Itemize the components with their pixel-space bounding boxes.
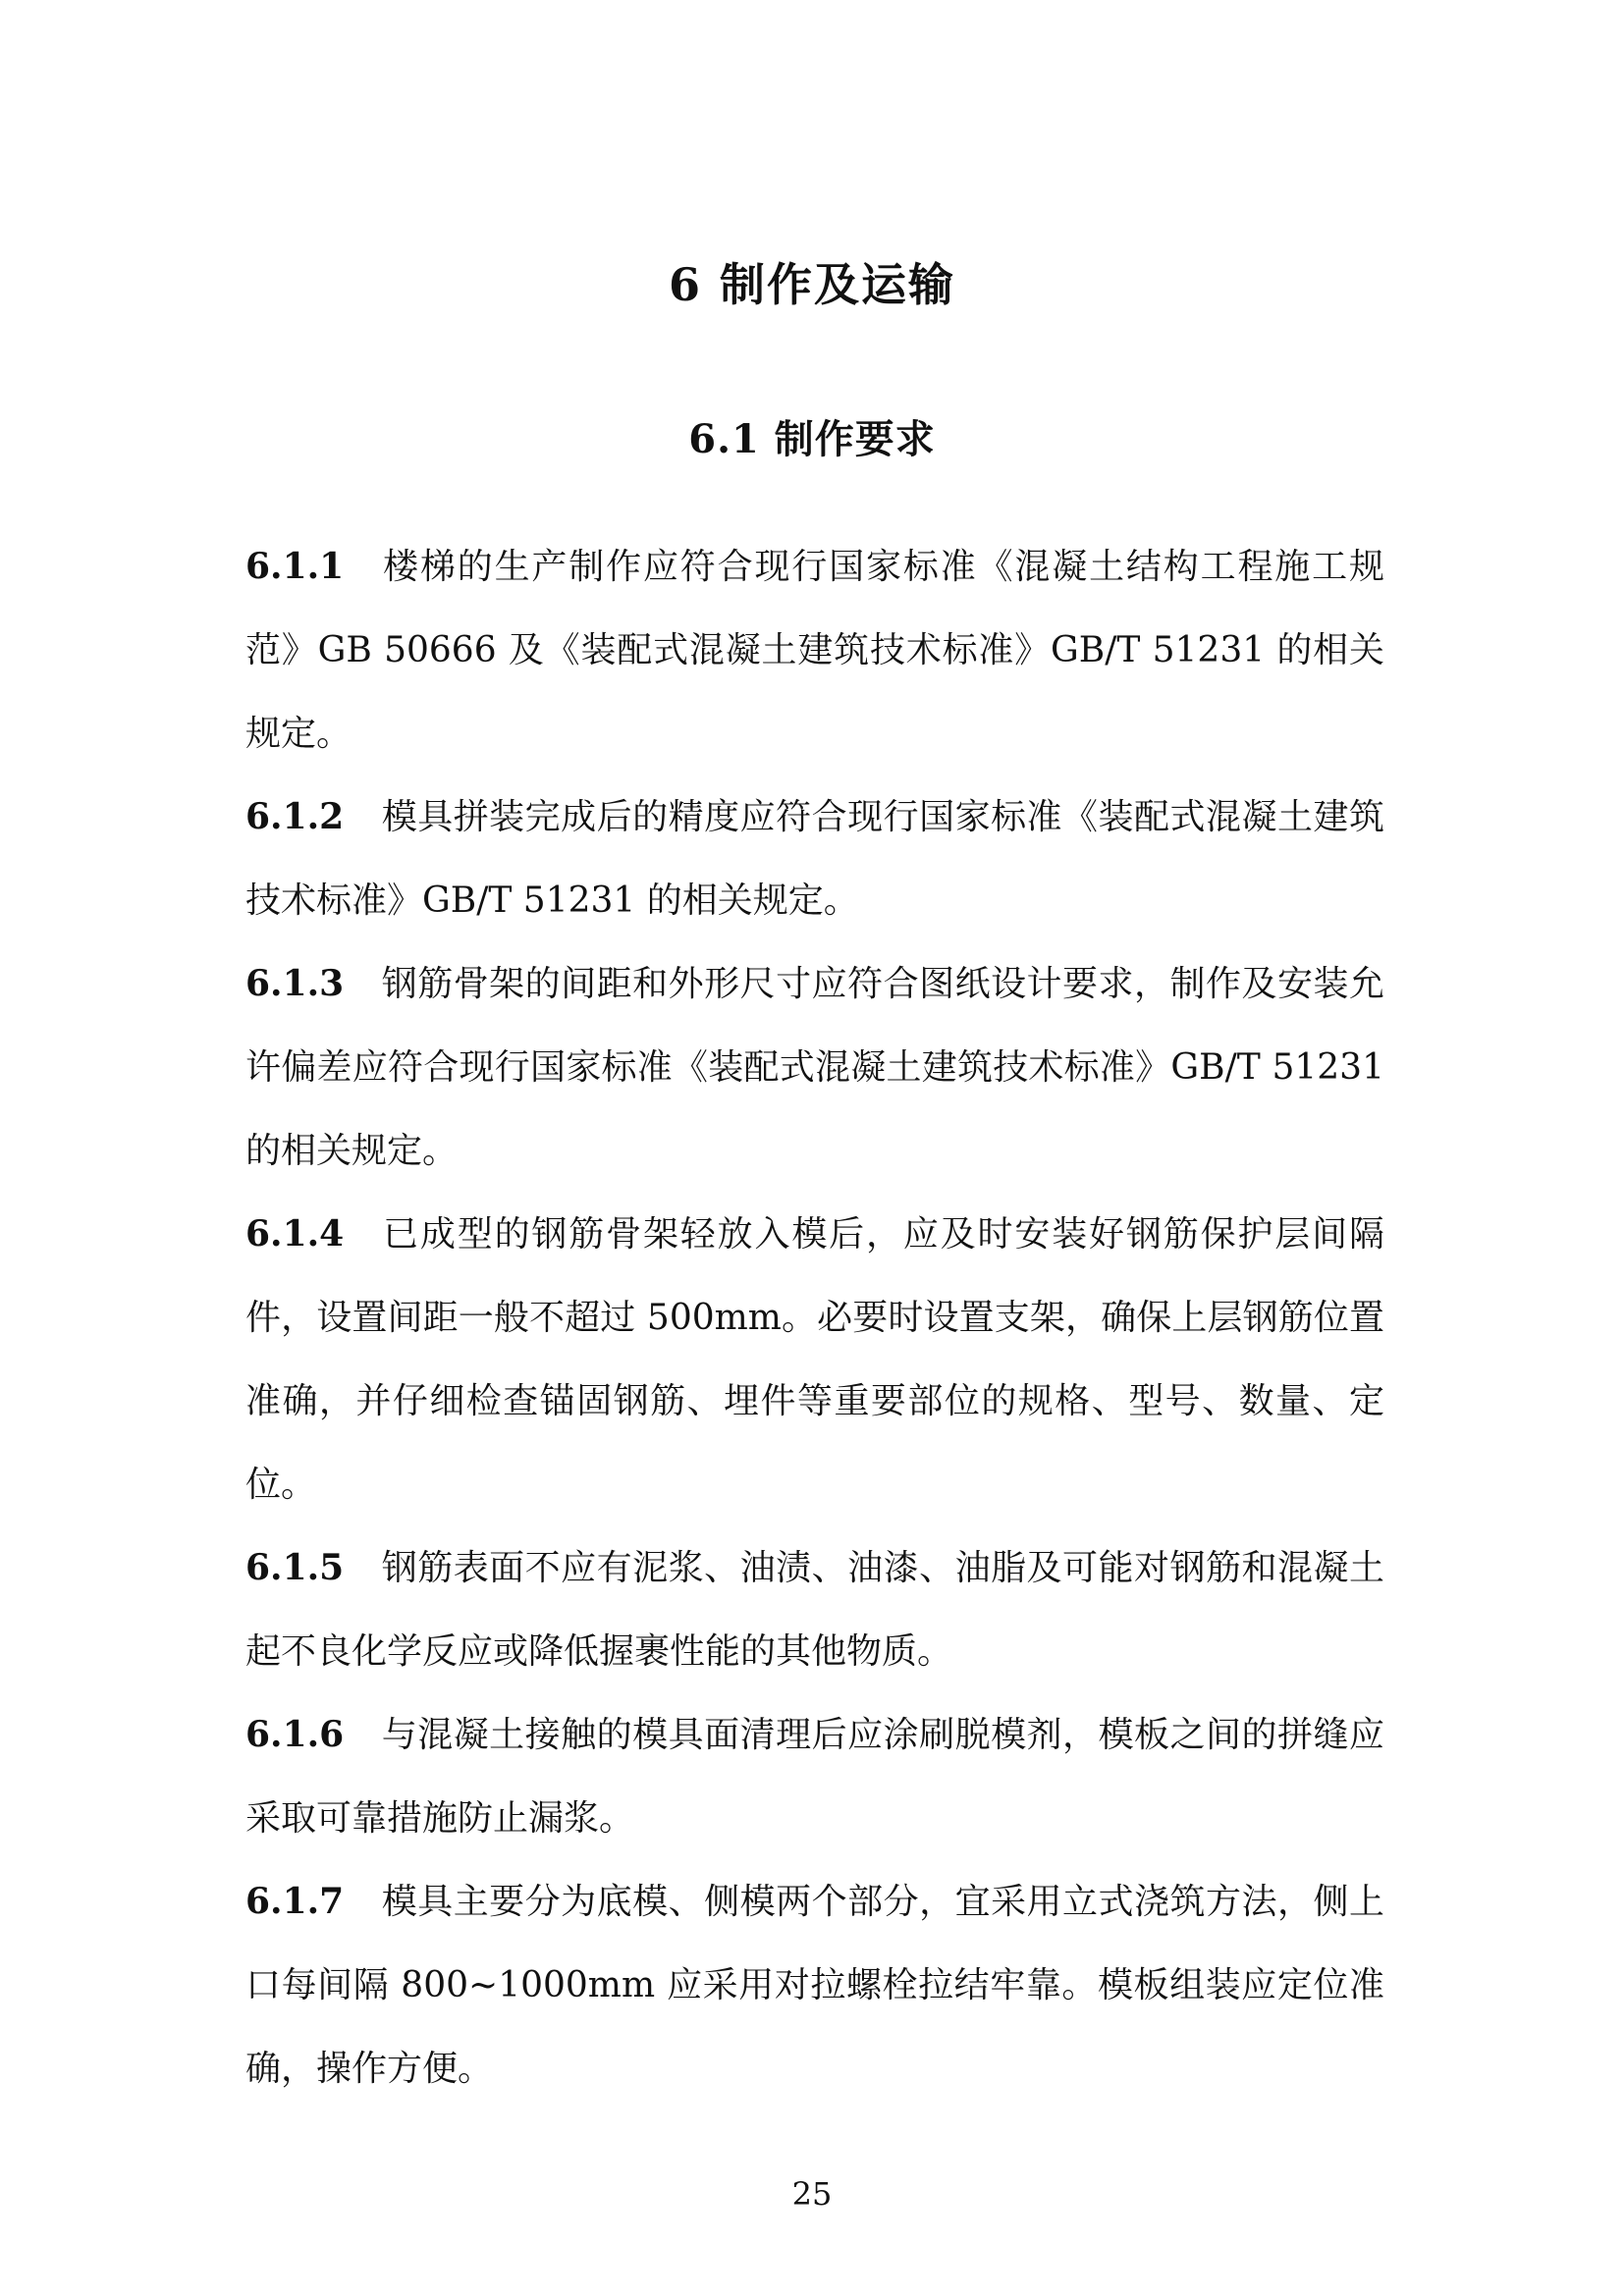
clause-number: 6.1.7 — [245, 1881, 345, 1922]
clause-text: 模具拼装完成后的精度应符合现行国家标准《装配式混凝土建筑技术标准》GB/T 51231 的相关规定。 — [245, 797, 1384, 921]
clause-number: 6.1.4 — [245, 1213, 345, 1255]
clause-number: 6.1.6 — [245, 1714, 345, 1755]
clause-text: 已成型的钢筋骨架轻放入模后，应及时安装好钢筋保护层间隔件，设置间距一般不超过 500mm。必要时设置支架，确保上层钢筋位置准确，并仔细检查锚固钢筋、埋件等重要部位的规格、型号、数量、定位。 — [245, 1214, 1384, 1505]
clause-6-1-4 — [245, 1193, 1384, 1526]
clause-6-1-7 — [245, 1860, 1384, 2110]
clause-6-1-2 — [245, 775, 1384, 942]
clause-text: 钢筋骨架的间距和外形尺寸应符合图纸设计要求，制作及安装允许偏差应符合现行国家标准《装配式混凝土建筑技术标准》GB/T 51231 的相关规定。 — [245, 964, 1384, 1171]
clause-number: 6.1.5 — [245, 1547, 345, 1588]
chapter-title: 6 制作及运输 — [668, 258, 956, 311]
clause-text: 楼梯的生产制作应符合现行国家标准《混凝土结构工程施工规范》GB 50666 及《装配式混凝土建筑技术标准》GB/T 51231 的相关规定。 — [245, 547, 1384, 754]
clause-text: 模具主要分为底模、侧模两个部分，宜采用立式浇筑方法，侧上口每间隔 800~1000mm 应采用对拉螺栓拉结牢靠。模板组装应定位准确，操作方便。 — [245, 1882, 1384, 2089]
clause-text: 钢筋表面不应有泥浆、油渍、油漆、油脂及可能对钢筋和混凝土起不良化学反应或降低握裹性能的其他物质。 — [245, 1548, 1384, 1672]
clause-6-1-6 — [245, 1693, 1384, 1860]
clause-6-1-3 — [245, 942, 1384, 1193]
clause-number: 6.1.2 — [245, 796, 345, 837]
clause-text: 与混凝土接触的模具面清理后应涂刷脱模剂，模板之间的拼缝应采取可靠措施防止漏浆。 — [245, 1715, 1384, 1839]
clause-6-1-5 — [245, 1526, 1384, 1693]
clause-list — [245, 525, 1384, 2110]
clause-number: 6.1.1 — [245, 546, 345, 587]
section-title: 6.1 制作要求 — [688, 416, 936, 462]
clause-6-1-1 — [245, 525, 1384, 775]
page-number: 25 — [791, 2175, 833, 2213]
clause-number: 6.1.3 — [245, 963, 345, 1004]
